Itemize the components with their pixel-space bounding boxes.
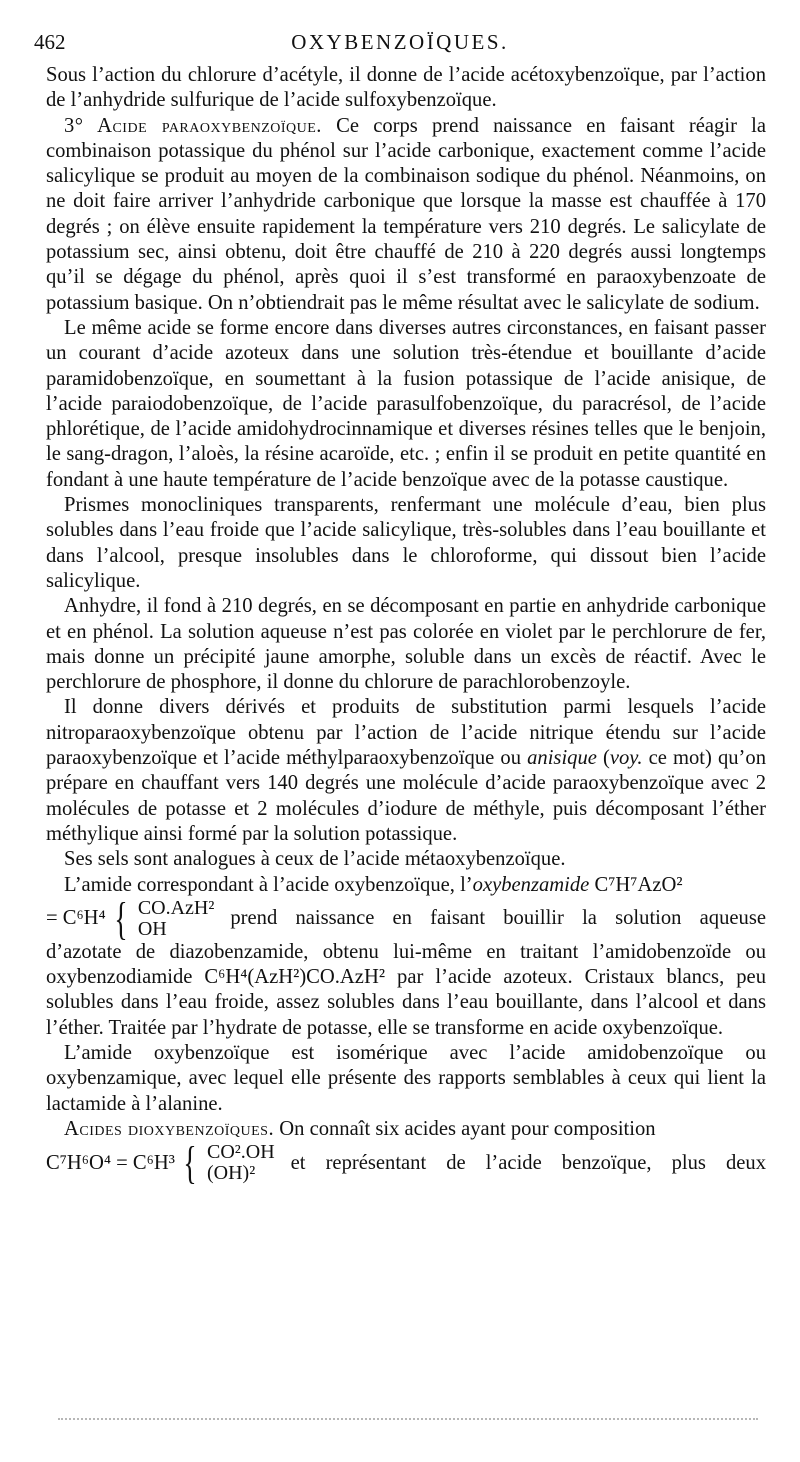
paragraph-crystals: Prismes monocliniques transparents, renfermant une molécule d’eau, bien plus solubles dans l’eau froide que l’acide salicylique, très-solubles dans l’eau bouillante et dans l’alcool, presque insolubles dans le chloroforme, qui dissout bien l’acide salicylique. — [46, 494, 766, 592]
paragraph-salts: Ses sels sont analogues à ceux de l’acide métaoxybenzoïque. — [64, 848, 566, 871]
formula-tail-text: prend naissance en faisant bouillir la solution aqueuse — [230, 907, 766, 930]
paragraph-text: L’amide correspondant à l’acide oxybenzoïque, l’ — [64, 873, 473, 896]
paragraph-text: On connaît six acides ayant pour composition — [274, 1117, 656, 1140]
formula-stack — [138, 898, 215, 940]
term-oxybenzamide: oxybenzamide — [472, 873, 590, 896]
formula-text: C⁷H⁷AzO² — [589, 873, 683, 896]
running-title: OXYBENZOÏQUES. — [291, 30, 509, 54]
term-anisique: anisique — [527, 747, 597, 770]
formula-left: = C⁶H⁴ — [46, 907, 106, 930]
term-voy: voy. — [609, 747, 643, 770]
paragraph-dioxybenzoic — [46, 1117, 766, 1142]
brace-symbol: { — [183, 1137, 197, 1189]
formula-stack — [207, 1142, 275, 1184]
page-header — [34, 30, 766, 60]
footer-dotted-rule — [58, 1418, 758, 1420]
formula-tail-text: et représentant de l’acide benzoïque, plus deux — [290, 1151, 766, 1174]
paragraph-text: Il donne divers dérivés et produits de substitution parmi lesquels l’acide nitroparaoxybenzoïque obtenu par l’action de l’acide nitrique étendu sur l’acide paraoxybenzoïque et l’acide méthylparaoxybenzoïque ou — [46, 696, 766, 770]
page-number: 462 — [34, 30, 66, 54]
formula-oxybenzamide — [46, 892, 766, 944]
page-body — [46, 63, 766, 1189]
formula-dioxybenzoic — [46, 1137, 766, 1189]
paragraph-acetyl: Sous l’action du chlorure d’acétyle, il donne de l’acide acétoxybenzoïque, par l’action de l’anhydride sulfurique de l’acide sulfoxybenzoïque. — [46, 64, 766, 112]
formula-top: CO².OH — [207, 1141, 275, 1164]
section-heading-paraoxybenzoic: 3° Acide paraoxybenzoïque. — [64, 114, 322, 137]
paragraph-anhydrous: Anhydre, il fond à 210 degrés, en se décomposant en partie en anhydride carbonique et en phénol. La solution aqueuse n’est pas colorée en violet par le perchlorure de fer, mais donne un précipité jaune amorphe, soluble dans un excès de réactif. Avec le perchlorure de phosphore, il donne du chlorure de parachlorobenzoyle. — [46, 595, 766, 694]
paragraph-text: ( — [596, 747, 610, 770]
paragraph-oxybenzamide-body: d’azotate de diazobenzamide, obtenu lui-même en traitant l’amidobenzoïde ou oxybenzodiamide C⁶H⁴(AzH²)CO.AzH² par l’acide azoteux. Cristaux blancs, peu solubles dans l’eau froide, assez solubles dans l’eau bouillante, dans l’alcool et dans l’éther. Traitée par l’hydrate de potasse, elle se transforme en acide oxybenzoïque. — [46, 940, 766, 1039]
formula-bottom: (OH)² — [207, 1162, 256, 1185]
section-heading-dioxybenzoic: Acides dioxybenzoïques. — [64, 1117, 275, 1140]
paragraph-text: ce mot) qu’on prépare en chauffant vers 140 degrés une molécule d’acide paraoxybenzoïque avec 2 molécules de potasse et 2 molécules d’iodure de méthyle, puis décomposant l’éther méthylique ainsi formé par la solution potassique. — [46, 747, 766, 845]
paragraph-isomer: L’amide oxybenzoïque est isomérique avec l’acide amidobenzoïque ou oxybenzamique, avec lequel elle présente des rapports semblables à ceux qui lient la lactamide à l’alanine. — [46, 1041, 766, 1115]
formula-top: CO.AzH² — [137, 896, 215, 919]
formula-left: C⁷H⁶O⁴ = C⁶H³ — [46, 1151, 175, 1174]
paragraph-other-sources: Le même acide se forme encore dans diverses autres circonstances, en faisant passer un courant d’acide azoteux dans une solution très-étendue et bouillante d’acide paramidobenzoïque, en soumettant à la fusion potassique de l’acide anisique, de l’acide paraiodobenzoïque, de l’acide parasulfobenzoïque, du paracrésol, de l’acide phlorétique, de l’acide amidohydrocinnamique et diverses résines telles que le benjoin, le sang-dragon, l’aloès, la résine acaroïde, etc. ; enfin il se produit en petite quantité en fondant à une haute température de l’acide benzoïque avec de la potasse caustique. — [46, 316, 766, 491]
paragraph-derivatives — [46, 695, 766, 847]
paragraph-oxybenzamide-intro — [46, 873, 766, 898]
paragraph-text: Ce corps prend naissance en faisant réagir la combinaison potassique du phénol sur l’acide carbonique, exactement comme l’acide salicylique se produit au moyen de la combinaison sodique du phénol. Néanmoins, on ne doit faire arriver l’anhydride carbonique que lorsque la masse est chauffée à 170 degrés ; on élève ensuite rapidement la température vers 210 degrés. Le salicylate de potassium sec, ainsi obtenu, doit être chauffé de 210 à 220 degrés aussi longtemps qu’il se dégage du phénol, après quoi il s’est transformé en paraoxybenzoate de potassium basique. On n’obtiendrait pas le même résultat avec le salicylate de sodium. — [46, 114, 766, 314]
formula-bottom: OH — [137, 917, 167, 940]
brace-symbol: { — [114, 892, 128, 944]
paragraph-paraoxybenzoic-origin — [46, 114, 766, 316]
